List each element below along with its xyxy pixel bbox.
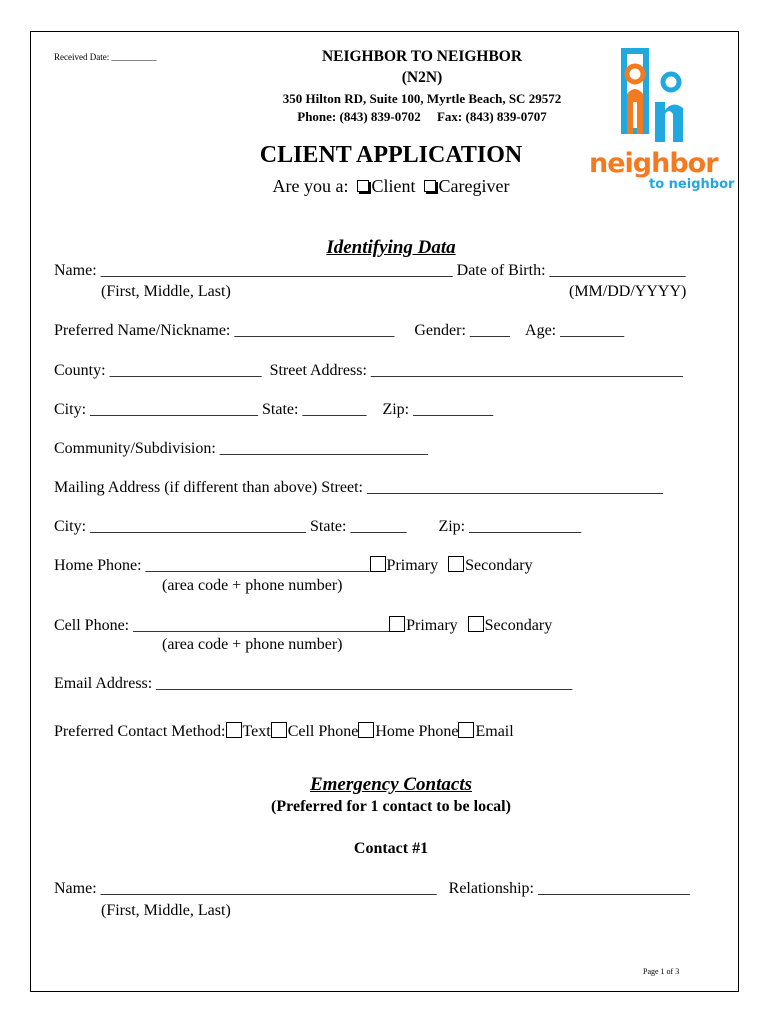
logo-word-to-neighbor: to neighbor xyxy=(649,177,735,192)
n2n-logo xyxy=(583,44,733,199)
cell-primary-label: Primary xyxy=(406,617,458,634)
name-field[interactable]: Name: ____________________________________________ Date of Birth: _________________ xyxy=(54,262,686,279)
contact-method-row xyxy=(54,722,514,741)
org-address: 350 Hilton RD, Suite 100, Myrtle Beach, SC 29572 xyxy=(282,91,562,106)
caregiver-label: Caregiver xyxy=(438,176,510,196)
method-home-checkbox[interactable] xyxy=(358,722,374,738)
form-page xyxy=(30,31,739,992)
preferred-name-gender-age-field[interactable]: Preferred Name/Nickname: ____________________ Gender: _____ Age: ________ xyxy=(54,322,625,339)
home-phone-row xyxy=(54,556,533,575)
page-title: CLIENT APPLICATION xyxy=(259,142,523,168)
method-cell-label: Cell Phone xyxy=(287,723,359,740)
role-question xyxy=(211,176,571,197)
emergency-subtitle: (Preferred for 1 contact to be local) xyxy=(271,798,511,815)
cell-primary-checkbox[interactable] xyxy=(389,616,405,632)
method-text-checkbox[interactable] xyxy=(226,722,242,738)
county-street-field[interactable]: County: ___________________ Street Address: _______________________________________ xyxy=(54,362,683,379)
home-phone-field[interactable]: Home Phone: ____________________________ xyxy=(54,557,370,574)
org-phone-fax: Phone: (843) 839-0702 Fax: (843) 839-0707 xyxy=(297,109,547,124)
home-phone-hint: (area code + phone number) xyxy=(162,577,343,594)
page-number: Page 1 of 3 xyxy=(643,967,680,976)
method-text-label: Text xyxy=(242,723,271,740)
emergency-contacts-heading: Emergency Contacts xyxy=(309,774,473,795)
city-state-zip-field[interactable]: City: _____________________ State: ________ Zip: __________ xyxy=(54,401,494,418)
mailing-address-field[interactable]: Mailing Address (if different than above) Street: _____________________________________ xyxy=(54,479,663,496)
logo-word-neighbor: neighbor xyxy=(589,148,718,179)
mailing-city-state-zip-field[interactable]: City: ___________________________ State: _______ Zip: ______________ xyxy=(54,518,582,535)
method-email-checkbox[interactable] xyxy=(458,722,474,738)
email-field[interactable]: Email Address: ____________________________________________________ xyxy=(54,675,573,692)
cell-phone-hint: (area code + phone number) xyxy=(162,636,343,653)
home-secondary-checkbox[interactable] xyxy=(448,556,464,572)
identifying-data-heading: Identifying Data xyxy=(326,237,456,258)
cell-phone-row xyxy=(54,616,552,635)
cell-secondary-label: Secondary xyxy=(484,617,553,634)
cell-phone-field[interactable]: Cell Phone: ________________________________ xyxy=(54,617,390,634)
org-abbr: (N2N) xyxy=(401,69,443,86)
name-hint: (First, Middle, Last) xyxy=(101,283,231,300)
client-label: Client xyxy=(371,176,416,196)
dob-hint: (MM/DD/YYYY) xyxy=(569,283,687,300)
client-checkbox[interactable] xyxy=(357,180,369,192)
role-prefix: Are you a: xyxy=(272,176,349,196)
method-home-label: Home Phone xyxy=(375,723,459,740)
contact-1-heading: Contact #1 xyxy=(353,840,429,857)
cell-secondary-checkbox[interactable] xyxy=(468,616,484,632)
home-secondary-label: Secondary xyxy=(465,557,533,574)
contact-method-label: Preferred Contact Method: xyxy=(54,723,226,740)
received-date-field[interactable]: Received Date: __________ xyxy=(54,52,157,62)
method-email-label: Email xyxy=(475,723,514,740)
community-field[interactable]: Community/Subdivision: __________________________ xyxy=(54,440,428,457)
method-cell-checkbox[interactable] xyxy=(271,722,287,738)
contact-name-hint: (First, Middle, Last) xyxy=(101,902,231,919)
org-name: NEIGHBOR TO NEIGHBOR xyxy=(321,48,523,65)
home-primary-checkbox[interactable] xyxy=(370,556,386,572)
contact-name-relationship-field[interactable]: Name: __________________________________________ Relationship: ___________________ xyxy=(54,880,690,897)
caregiver-checkbox[interactable] xyxy=(424,180,436,192)
home-primary-label: Primary xyxy=(386,557,439,574)
